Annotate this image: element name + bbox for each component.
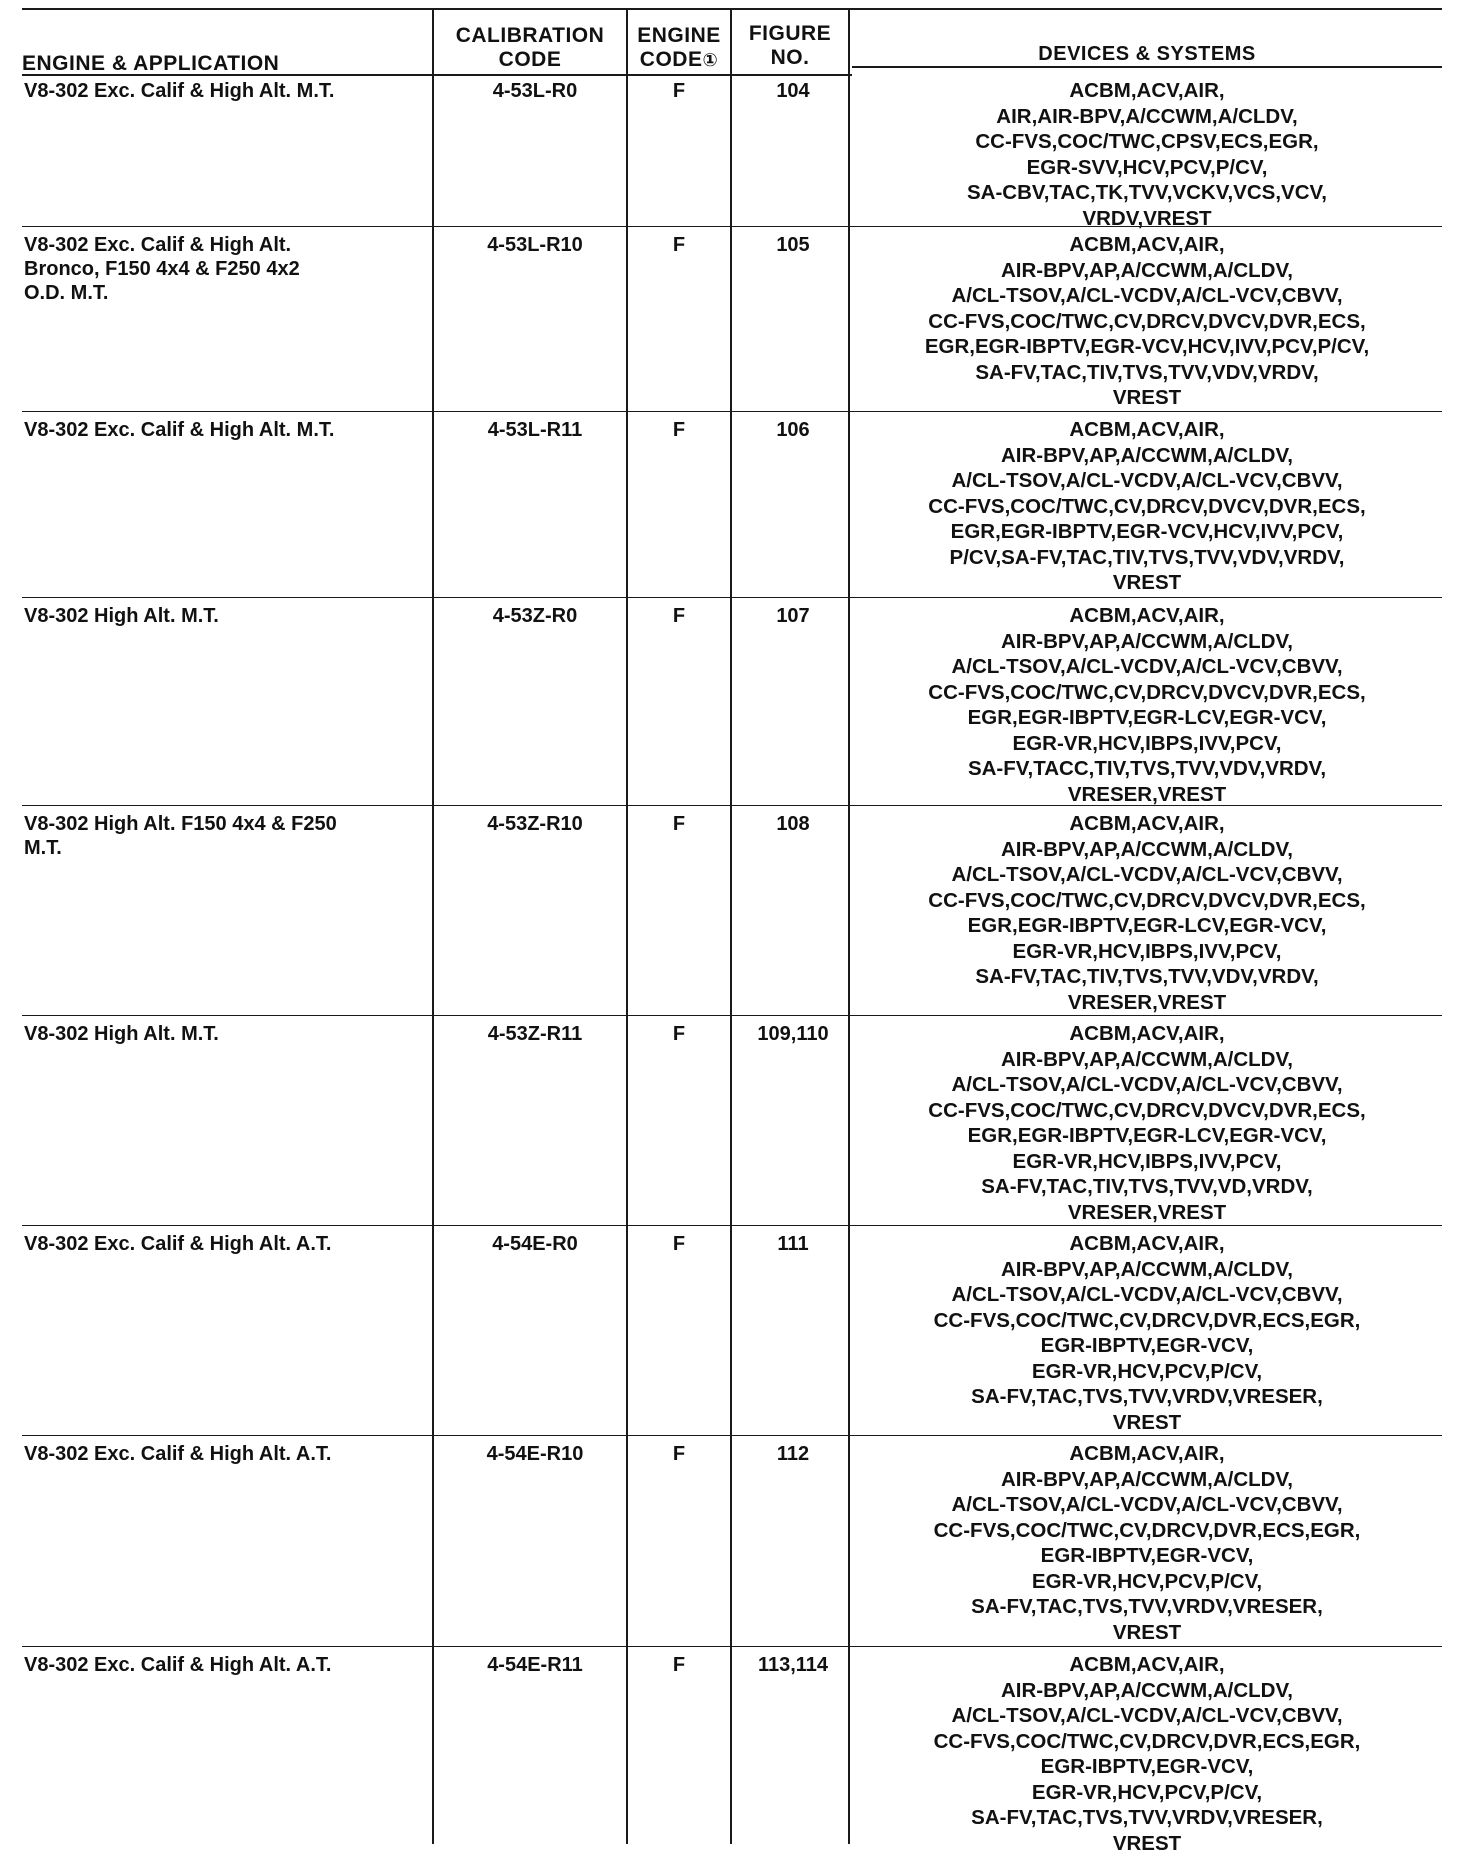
figure-number-cell: 106 bbox=[734, 418, 852, 442]
engine-application-cell bbox=[24, 418, 424, 442]
application-line: V8-302 Exc. Calif & High Alt. M.T. bbox=[24, 79, 424, 103]
devices-line: AIR-BPV,AP,A/CCWM,A/CLDV, bbox=[852, 1467, 1442, 1493]
devices-line: CC-FVS,COC/TWC,CV,DRCV,DVCV,DVR,ECS, bbox=[852, 1098, 1442, 1124]
devices-line: VRESER,VREST bbox=[852, 782, 1442, 808]
column-divider bbox=[626, 8, 628, 1844]
row-divider bbox=[22, 1015, 1442, 1016]
calibration-code-cell: 4-54E-R11 bbox=[450, 1653, 620, 1677]
engine-code-cell: F bbox=[636, 604, 722, 628]
devices-systems-cell bbox=[852, 1021, 1442, 1225]
calibration-code-cell: 4-53L-R11 bbox=[450, 418, 620, 442]
calibration-code-cell: 4-53L-R0 bbox=[450, 79, 620, 103]
devices-line: AIR-BPV,AP,A/CCWM,A/CLDV, bbox=[852, 837, 1442, 863]
calibration-code-cell: 4-54E-R10 bbox=[450, 1442, 620, 1466]
devices-line: A/CL-TSOV,A/CL-VCDV,A/CL-VCV,CBVV, bbox=[852, 862, 1442, 888]
calibration-code-cell: 4-53L-R10 bbox=[450, 233, 620, 257]
devices-line: A/CL-TSOV,A/CL-VCDV,A/CL-VCV,CBVV, bbox=[852, 468, 1442, 494]
calibration-code-cell: 4-54E-R0 bbox=[450, 1232, 620, 1256]
devices-line: VREST bbox=[852, 1620, 1442, 1646]
header-devices-label: DEVICES & SYSTEMS bbox=[1038, 43, 1255, 65]
row-divider bbox=[22, 1435, 1442, 1436]
engine-code-cell: F bbox=[636, 1022, 722, 1046]
row-divider bbox=[22, 411, 1442, 412]
devices-systems-cell bbox=[852, 78, 1442, 231]
devices-systems-cell bbox=[852, 1652, 1442, 1856]
header-figure-line1: FIGURE bbox=[732, 22, 848, 46]
devices-line: EGR-IBPTV,EGR-VCV, bbox=[852, 1543, 1442, 1569]
devices-line: VRESER,VREST bbox=[852, 990, 1442, 1016]
engine-code-cell: F bbox=[636, 812, 722, 836]
engine-code-cell: F bbox=[636, 1232, 722, 1256]
engine-application-cell bbox=[24, 1442, 424, 1466]
devices-line: EGR-SVV,HCV,PCV,P/CV, bbox=[852, 155, 1442, 181]
engine-code-cell: F bbox=[636, 233, 722, 257]
devices-line: AIR-BPV,AP,A/CCWM,A/CLDV, bbox=[852, 629, 1442, 655]
devices-line: VREST bbox=[852, 570, 1442, 596]
devices-line: AIR,AIR-BPV,A/CCWM,A/CLDV, bbox=[852, 104, 1442, 130]
devices-line: A/CL-TSOV,A/CL-VCDV,A/CL-VCV,CBVV, bbox=[852, 1072, 1442, 1098]
devices-line: ACBM,ACV,AIR, bbox=[852, 603, 1442, 629]
figure-number-cell: 112 bbox=[734, 1442, 852, 1466]
header-application bbox=[22, 52, 322, 76]
devices-line: CC-FVS,COC/TWC,CV,DRCV,DVR,ECS,EGR, bbox=[852, 1729, 1442, 1755]
header-calibration-line1: CALIBRATION bbox=[434, 24, 626, 48]
devices-line: EGR,EGR-IBPTV,EGR-LCV,EGR-VCV, bbox=[852, 1123, 1442, 1149]
devices-line: AIR-BPV,AP,A/CCWM,A/CLDV, bbox=[852, 443, 1442, 469]
application-line: V8-302 High Alt. M.T. bbox=[24, 604, 424, 628]
devices-line: ACBM,ACV,AIR, bbox=[852, 78, 1442, 104]
devices-line: ACBM,ACV,AIR, bbox=[852, 1231, 1442, 1257]
devices-line: VREST bbox=[852, 1831, 1442, 1856]
devices-line: EGR,EGR-IBPTV,EGR-VCV,HCV,IVV,PCV, bbox=[852, 519, 1442, 545]
engine-application-cell bbox=[24, 233, 424, 305]
engine-application-cell bbox=[24, 1653, 424, 1677]
engine-code-cell: F bbox=[636, 1653, 722, 1677]
row-divider bbox=[22, 597, 1442, 598]
devices-line: P/CV,SA-FV,TAC,TIV,TVS,TVV,VDV,VRDV, bbox=[852, 545, 1442, 571]
column-divider bbox=[432, 8, 434, 1844]
devices-line: EGR,EGR-IBPTV,EGR-LCV,EGR-VCV, bbox=[852, 705, 1442, 731]
devices-line: SA-FV,TAC,TVS,TVV,VRDV,VRESER, bbox=[852, 1594, 1442, 1620]
devices-systems-cell bbox=[852, 603, 1442, 807]
application-line: V8-302 Exc. Calif & High Alt. A.T. bbox=[24, 1653, 424, 1677]
devices-line: VREST bbox=[852, 1410, 1442, 1436]
devices-line: CC-FVS,COC/TWC,CV,DRCV,DVR,ECS,EGR, bbox=[852, 1308, 1442, 1334]
footnote-marker: ① bbox=[702, 50, 718, 70]
header-engine-line2-wrap bbox=[628, 48, 730, 72]
application-line: V8-302 High Alt. M.T. bbox=[24, 1022, 424, 1046]
devices-line: ACBM,ACV,AIR, bbox=[852, 811, 1442, 837]
header-calibration-line2: CODE bbox=[434, 48, 626, 72]
application-line: V8-302 Exc. Calif & High Alt. A.T. bbox=[24, 1442, 424, 1466]
devices-line: SA-CBV,TAC,TK,TVV,VCKV,VCS,VCV, bbox=[852, 180, 1442, 206]
devices-line: SA-FV,TAC,TVS,TVV,VRDV,VRESER, bbox=[852, 1384, 1442, 1410]
devices-line: ACBM,ACV,AIR, bbox=[852, 1652, 1442, 1678]
devices-line: EGR-IBPTV,EGR-VCV, bbox=[852, 1754, 1442, 1780]
calibration-code-cell: 4-53Z-R0 bbox=[450, 604, 620, 628]
devices-line: EGR,EGR-IBPTV,EGR-LCV,EGR-VCV, bbox=[852, 913, 1442, 939]
emission-calibration-table bbox=[22, 8, 1442, 1844]
engine-application-cell bbox=[24, 1232, 424, 1256]
devices-line: AIR-BPV,AP,A/CCWM,A/CLDV, bbox=[852, 1047, 1442, 1073]
header-figure-line2: NO. bbox=[732, 46, 848, 70]
devices-line: VRESER,VREST bbox=[852, 1200, 1442, 1226]
row-divider bbox=[22, 1225, 1442, 1226]
devices-line: A/CL-TSOV,A/CL-VCDV,A/CL-VCV,CBVV, bbox=[852, 654, 1442, 680]
devices-line: EGR,EGR-IBPTV,EGR-VCV,HCV,IVV,PCV,P/CV, bbox=[852, 334, 1442, 360]
devices-line: ACBM,ACV,AIR, bbox=[852, 1441, 1442, 1467]
devices-line: SA-FV,TACC,TIV,TVS,TVV,VDV,VRDV, bbox=[852, 756, 1442, 782]
engine-code-cell: F bbox=[636, 1442, 722, 1466]
header-rule-devices bbox=[852, 66, 1442, 68]
engine-application-cell bbox=[24, 79, 424, 103]
devices-line: EGR-VR,HCV,PCV,P/CV, bbox=[852, 1359, 1442, 1385]
devices-line: ACBM,ACV,AIR, bbox=[852, 232, 1442, 258]
devices-line: ACBM,ACV,AIR, bbox=[852, 1021, 1442, 1047]
header-engine-line1: ENGINE bbox=[628, 24, 730, 48]
devices-line: CC-FVS,COC/TWC,CV,DRCV,DVCV,DVR,ECS, bbox=[852, 888, 1442, 914]
engine-application-cell bbox=[24, 604, 424, 628]
devices-systems-cell bbox=[852, 232, 1442, 411]
devices-line: A/CL-TSOV,A/CL-VCDV,A/CL-VCV,CBVV, bbox=[852, 1492, 1442, 1518]
devices-line: EGR-IBPTV,EGR-VCV, bbox=[852, 1333, 1442, 1359]
application-line: V8-302 Exc. Calif & High Alt. bbox=[24, 233, 424, 257]
engine-application-cell bbox=[24, 812, 424, 860]
devices-line: CC-FVS,COC/TWC,CV,DRCV,DVR,ECS,EGR, bbox=[852, 1518, 1442, 1544]
devices-line: A/CL-TSOV,A/CL-VCDV,A/CL-VCV,CBVV, bbox=[852, 283, 1442, 309]
application-line: Bronco, F150 4x4 & F250 4x2 bbox=[24, 257, 424, 281]
application-line: O.D. M.T. bbox=[24, 281, 424, 305]
devices-line: EGR-VR,HCV,IBPS,IVV,PCV, bbox=[852, 1149, 1442, 1175]
devices-line: CC-FVS,COC/TWC,CV,DRCV,DVCV,DVR,ECS, bbox=[852, 680, 1442, 706]
application-line: M.T. bbox=[24, 836, 424, 860]
devices-line: VRDV,VREST bbox=[852, 206, 1442, 232]
devices-line: A/CL-TSOV,A/CL-VCDV,A/CL-VCV,CBVV, bbox=[852, 1282, 1442, 1308]
application-line: V8-302 High Alt. F150 4x4 & F250 bbox=[24, 812, 424, 836]
devices-systems-cell bbox=[852, 811, 1442, 1015]
calibration-code-cell: 4-53Z-R11 bbox=[450, 1022, 620, 1046]
devices-line: SA-FV,TAC,TVS,TVV,VRDV,VRESER, bbox=[852, 1805, 1442, 1831]
top-rule bbox=[22, 8, 1442, 10]
header-application-label: ENGINE & APPLICATION bbox=[22, 52, 279, 75]
devices-systems-cell bbox=[852, 1441, 1442, 1645]
devices-line: A/CL-TSOV,A/CL-VCDV,A/CL-VCV,CBVV, bbox=[852, 1703, 1442, 1729]
header-devices bbox=[852, 42, 1442, 66]
devices-line: EGR-VR,HCV,PCV,P/CV, bbox=[852, 1569, 1442, 1595]
devices-line: EGR-VR,HCV,IBPS,IVV,PCV, bbox=[852, 731, 1442, 757]
devices-line: ACBM,ACV,AIR, bbox=[852, 417, 1442, 443]
devices-line: CC-FVS,COC/TWC,CPSV,ECS,EGR, bbox=[852, 129, 1442, 155]
devices-line: EGR-VR,HCV,IBPS,IVV,PCV, bbox=[852, 939, 1442, 965]
row-divider bbox=[22, 1646, 1442, 1647]
figure-number-cell: 107 bbox=[734, 604, 852, 628]
header-engine-line2: CODE bbox=[640, 48, 703, 71]
devices-line: SA-FV,TAC,TIV,TVS,TVV,VD,VRDV, bbox=[852, 1174, 1442, 1200]
figure-number-cell: 108 bbox=[734, 812, 852, 836]
figure-number-cell: 109,110 bbox=[734, 1022, 852, 1046]
devices-systems-cell bbox=[852, 1231, 1442, 1435]
column-divider bbox=[848, 8, 850, 1844]
application-line: V8-302 Exc. Calif & High Alt. A.T. bbox=[24, 1232, 424, 1256]
header-figure bbox=[732, 22, 848, 70]
figure-number-cell: 105 bbox=[734, 233, 852, 257]
figure-number-cell: 104 bbox=[734, 79, 852, 103]
header-engine-code bbox=[628, 24, 730, 72]
engine-code-cell: F bbox=[636, 79, 722, 103]
calibration-code-cell: 4-53Z-R10 bbox=[450, 812, 620, 836]
devices-line: CC-FVS,COC/TWC,CV,DRCV,DVCV,DVR,ECS, bbox=[852, 494, 1442, 520]
header-calibration bbox=[434, 24, 626, 72]
devices-line: AIR-BPV,AP,A/CCWM,A/CLDV, bbox=[852, 1678, 1442, 1704]
devices-line: VREST bbox=[852, 385, 1442, 411]
devices-systems-cell bbox=[852, 417, 1442, 596]
devices-line: CC-FVS,COC/TWC,CV,DRCV,DVCV,DVR,ECS, bbox=[852, 309, 1442, 335]
figure-number-cell: 111 bbox=[734, 1232, 852, 1256]
devices-line: SA-FV,TAC,TIV,TVS,TVV,VDV,VRDV, bbox=[852, 964, 1442, 990]
devices-line: EGR-VR,HCV,PCV,P/CV, bbox=[852, 1780, 1442, 1806]
figure-number-cell: 113,114 bbox=[734, 1653, 852, 1677]
column-divider bbox=[730, 8, 732, 1844]
devices-line: AIR-BPV,AP,A/CCWM,A/CLDV, bbox=[852, 1257, 1442, 1283]
engine-application-cell bbox=[24, 1022, 424, 1046]
engine-code-cell: F bbox=[636, 418, 722, 442]
devices-line: SA-FV,TAC,TIV,TVS,TVV,VDV,VRDV, bbox=[852, 360, 1442, 386]
application-line: V8-302 Exc. Calif & High Alt. M.T. bbox=[24, 418, 424, 442]
devices-line: AIR-BPV,AP,A/CCWM,A/CLDV, bbox=[852, 258, 1442, 284]
